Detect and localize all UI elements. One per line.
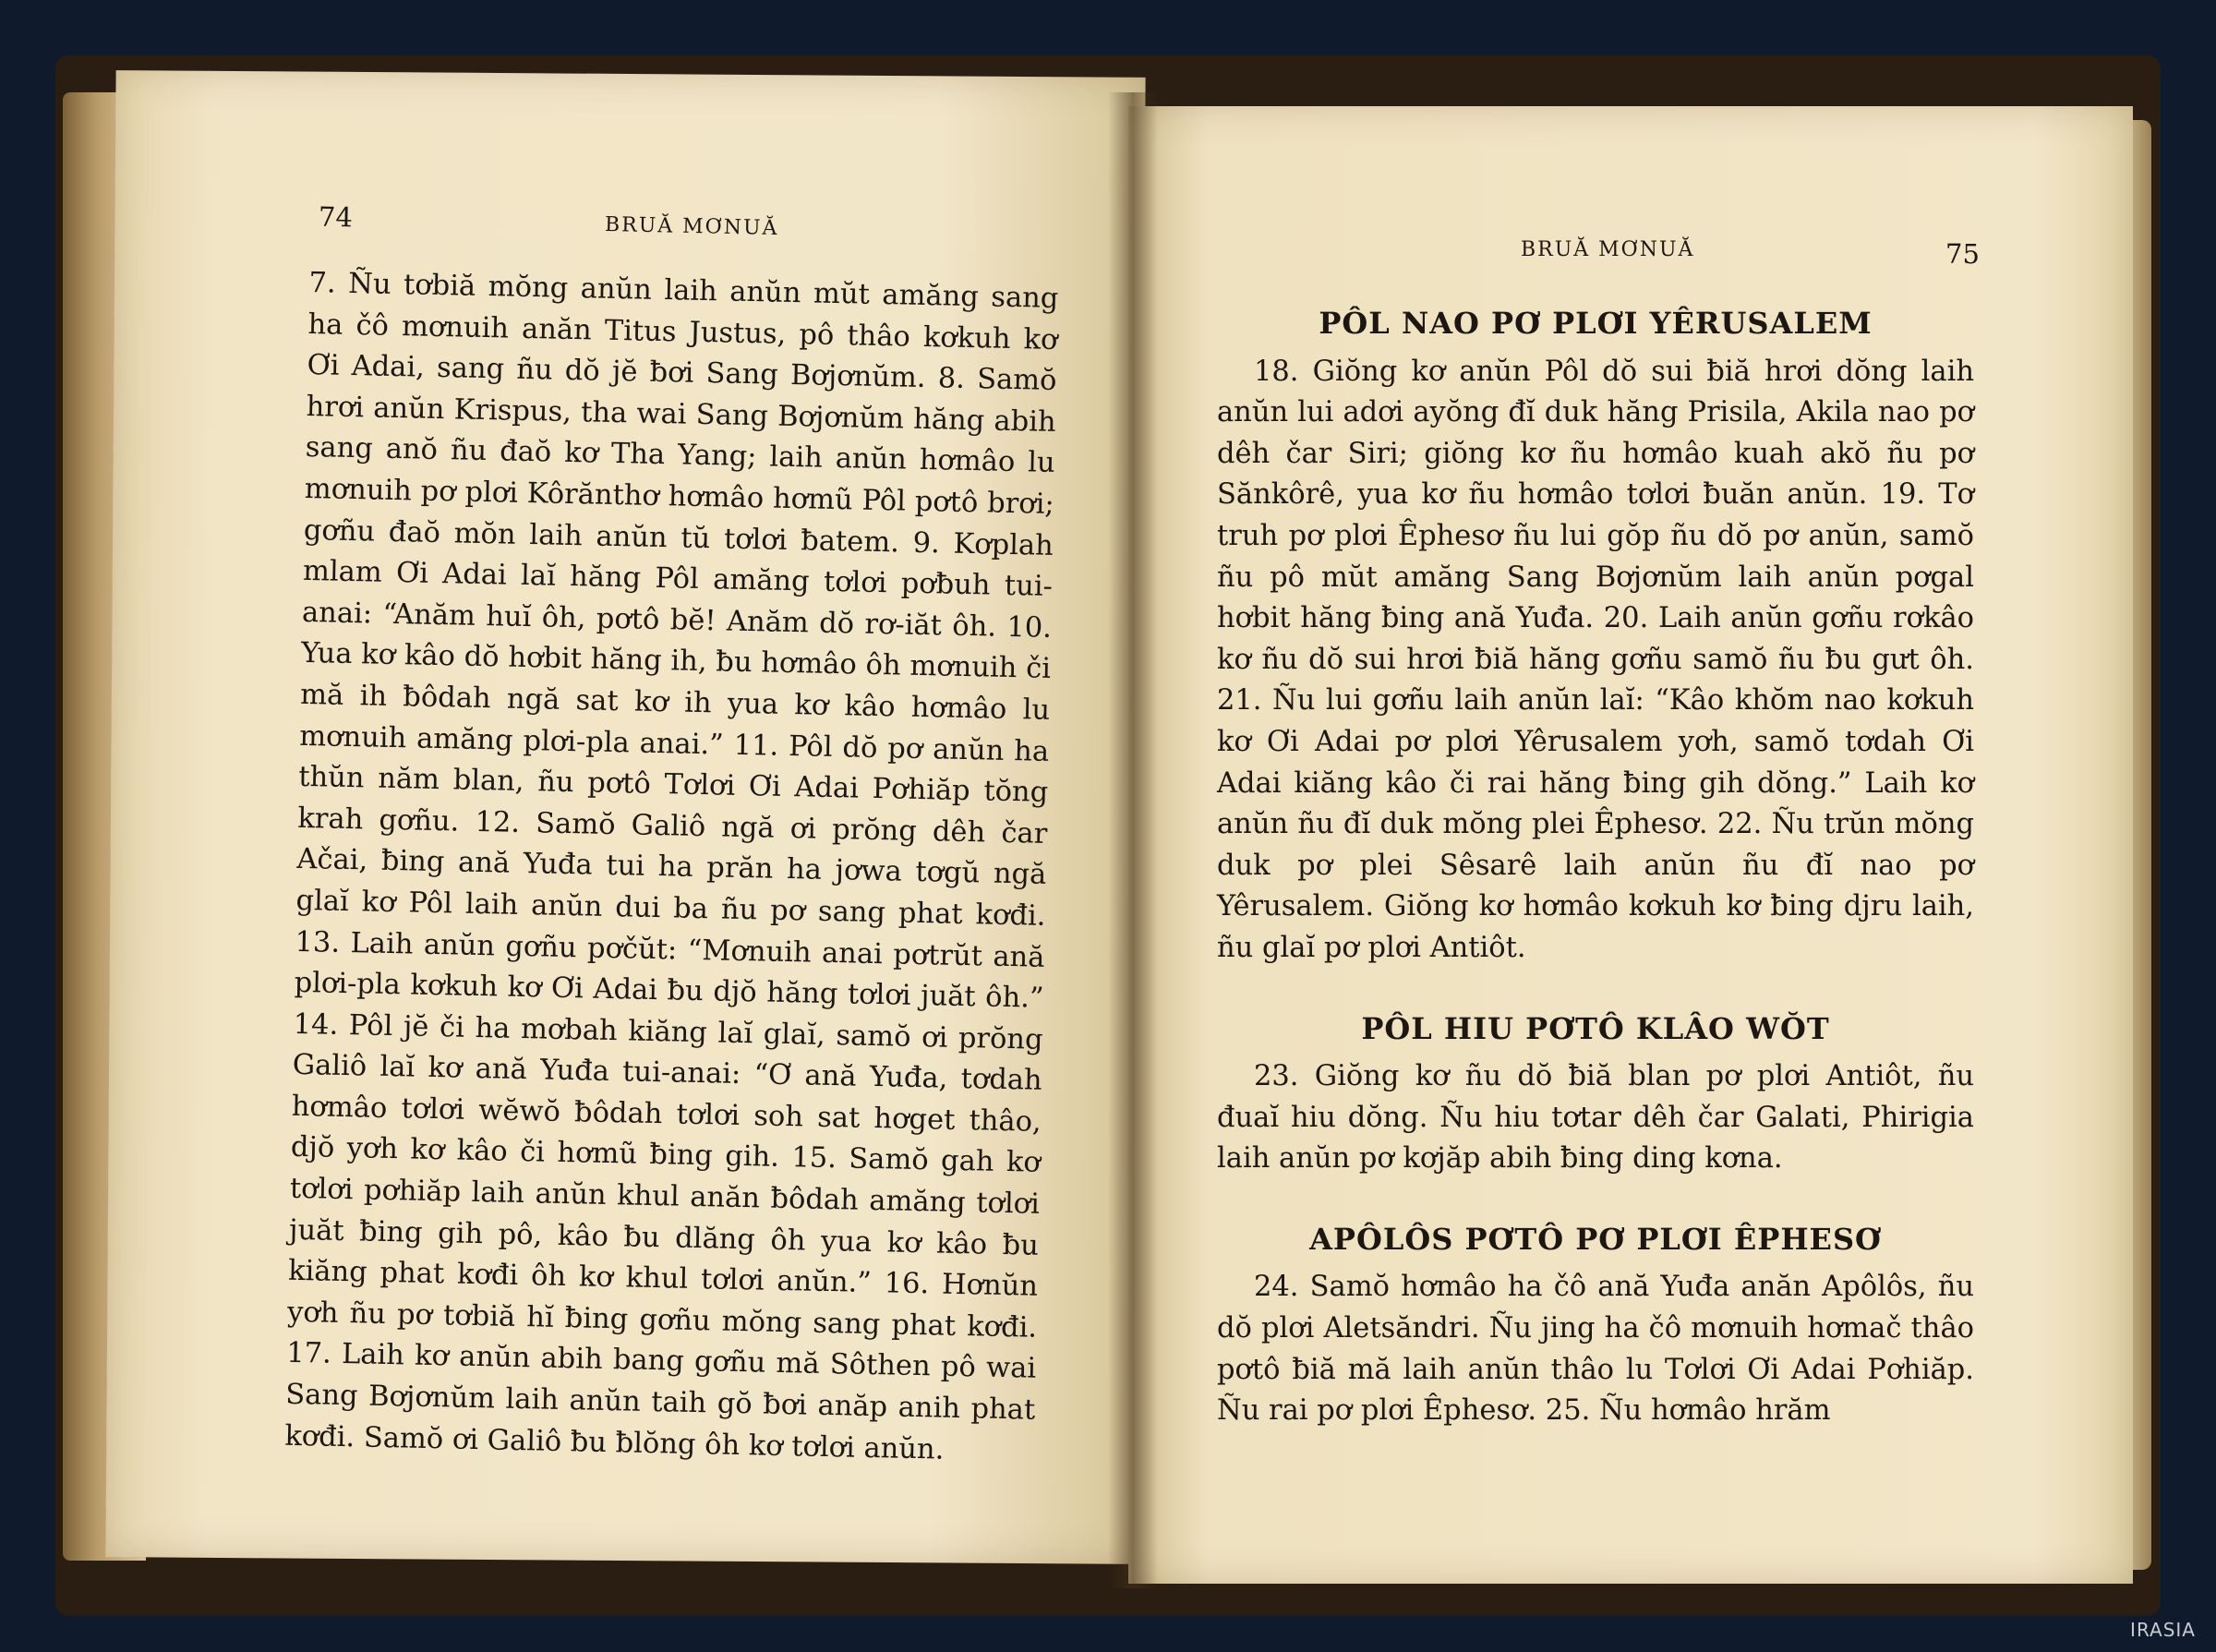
section-text-3: 24. Samŏ hơmâo ha čô ană Yuđa anăn Apôlôs, ñu dŏ plơi Aletsăndri. Ñu jing ha čô mơnuih hơmač thâo pơtô ƀiă mă laih anŭn thâo lu Tơlơi Ơi Adai Pơhiăp. Ñu rai pơ plơi Êphesơ. 25. Ñu hơmâo hrăm xyxy=(1217,1271,1974,1428)
left-running-head: BRUĂ MƠNUĂ xyxy=(604,213,779,240)
watermark: IRASIA xyxy=(2130,1619,2196,1641)
right-page-text xyxy=(1217,303,1974,1432)
section-text-1: 18. Giŏng kơ anŭn Pôl dŏ sui ƀiă hrơi dŏng laih anŭn lui adơi ayŏng đĭ duk hăng Prisila, Akila nao pơ dêh čar Siri; giŏng kơ ñu hơmâo kuah akŏ ñu pơ Sănkôrê, yua kơ ñu hơmâo tơlơi ƀuăn anŭn. 19. Tơ truh pơ plơi Êphesơ ñu lui gŏp ñu dŏ pơ anŭn, samŏ ñu pô mŭt amăng Sang Bơjơnŭm laih anŭn pơgal hơbit hăng ƀing ană Yuđa. 20. Laih anŭn gơñu rơkâo kơ ñu dŏ sui hrơi ƀiă hăng gơñu samŏ ñu ƀu gưt ôh. 21. Ñu lui gơñu laih anŭn laĭ: “Kâo khŏm nao kơkuh kơ Ơi Adai pơ plơi Yêrusalem yơh, samŏ tơdah Ơi Adai kiăng kâo či rai hăng ƀing gih dŏng.” Laih kơ anŭn ñu đĭ duk mŏng plei Êphesơ. 22. Ñu trŭn mŏng duk pơ plei Sêsarê laih anŭn ñu đĭ nao pơ Yêrusalem. Giŏng kơ hơmâo kơkuh kơ ƀing djru laih, ñu glaĭ pơ plơi Antiôt. xyxy=(1217,355,1974,964)
section-title-2: PÔL HIU PƠTÔ KLÂO WŎT xyxy=(1361,1010,1830,1046)
right-page-number: 75 xyxy=(1945,238,1980,270)
section-title-1: PÔL NAO PƠ PLƠI YÊRUSALEM xyxy=(1319,306,1873,341)
left-paragraph: 7. Ñu tơbiă mŏng anŭn laih anŭn mŭt amăng sang ha čô mơnuih anăn Titus Justus, pô thâo kơkuh kơ Ơi Adai, sang ñu dŏ jĕ ƀơi Sang Bơjơnŭm. 8. Samŏ hrơi anŭn Krispus, tha wai Sang Bơjơnŭm hăng abih sang anŏ ñu đaŏ kơ Tha Yang; laih anŭn hơmâo lu mơnuih pơ plơi Kôrănthơ hơmâo hơmũ Pôl pơtô brơi; gơñu đaŏ mŏn laih anŭn tŭ tơlơi ƀatem. 9. Kơplah mlam Ơi Adai laĭ hăng Pôl amăng tơlơi pơƀuh tui-anai: “Anăm huĭ ôh, pơtô bĕ! Anăm dŏ rơ-iăt ôh. 10. Yua kơ kâo dŏ hơbit hăng ih, ƀu hơmâo ôh mơnuih či mă ih ƀôdah ngă sat kơ ih yua kơ kâo hơmâo lu mơnuih amăng plơi-pla anai.” 11. Pôl dŏ pơ anŭn ha thŭn năm blan, ñu pơtô Tơlơi Ơi Adai Pơhiăp tŏng krah gơñu. 12. Samŏ Galiô ngă ơi prŏng dêh čar Ačai, ƀing ană Yuđa tui ha prăn ha jơwa tơgŭ ngă glaĭ kơ Pôl laih anŭn dui ba ñu pơ sang phat kơđi. 13. Laih anŭn gơñu pơčŭt: “Mơnuih anai pơtrŭt ană plơi-pla kơkuh kơ Ơi Adai ƀu djŏ hăng tơlơi juăt ôh.” 14. Pôl jĕ či ha mơbah kiăng laĭ glaĭ, samŏ ơi prŏng Galiô laĭ kơ ană Yuđa tui-anai: “Ơ ană Yuđa, tơdah hơmâo tơlơi wĕwŏ ƀôdah tơlơi soh sat hơget thâo, djŏ yơh kơ kâo či hơmũ ƀing gih. 15. Samŏ gah kơ tơlơi pơhiăp laih anŭn khul anăn ƀôdah amăng tơlơi juăt ƀing gih pô, kâo ƀu dlăng ôh yua kơ kâo ƀu kiăng phat kơđi ôh kơ khul tơlơi anŭn.” 16. Hơnŭn yơh ñu pơ tơbiă hĭ ƀing gơñu mŏng sang phat kơđi. 17. Laih kơ anŭn abih bang gơñu mă Sôthen pô wai Sang Bơjơnŭm laih anŭn taih gŏ ƀơi anăp anih phat kơđi. Samŏ ơi Galiô ƀu ƀlŏng ôh kơ tơlơi anŭn. xyxy=(284,266,1059,1466)
left-page-text xyxy=(284,263,1059,1473)
section-text-2: 23. Giŏng kơ ñu dŏ ƀiă blan pơ plơi Antiôt, ñu đuaĭ hiu dŏng. Ñu hiu tơtar dêh čar Galati, Phirigia laih anŭn pơ kơjăp abih ƀing ding kơna. xyxy=(1217,1060,1974,1176)
left-page-number: 74 xyxy=(318,200,354,234)
section-title-3: APÔLÔS PƠTÔ PƠ PLƠI ÊPHESƠ xyxy=(1309,1221,1882,1257)
book-gutter xyxy=(1108,92,1158,1588)
right-running-head: BRUĂ MƠNUĂ xyxy=(1521,238,1695,261)
